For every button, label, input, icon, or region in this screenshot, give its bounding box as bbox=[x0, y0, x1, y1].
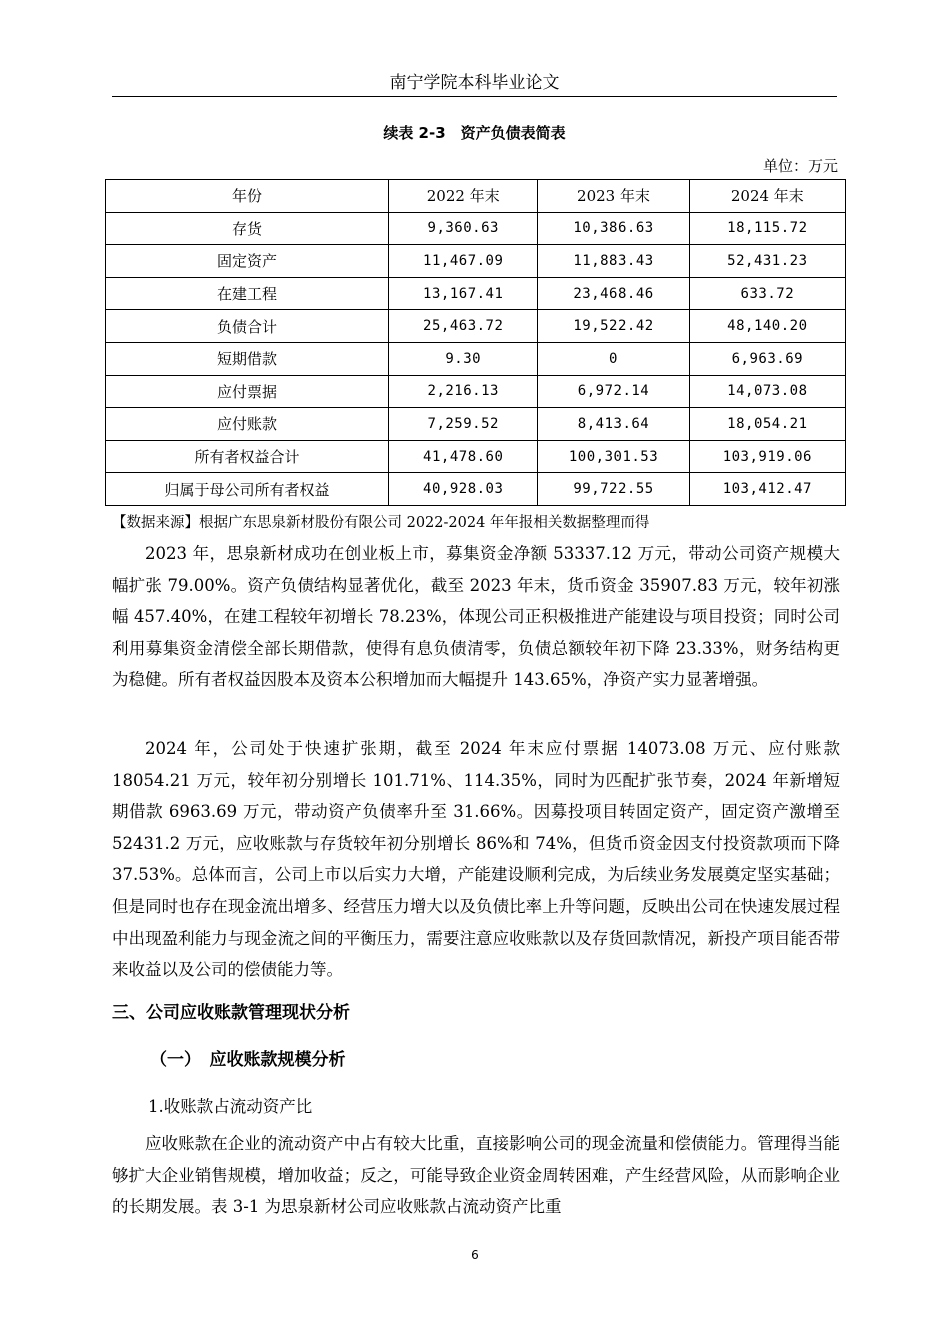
value-cell: 6,972.14 bbox=[538, 375, 689, 408]
row-label-cell: 归属于母公司所有者权益 bbox=[106, 473, 389, 506]
table-header-cell: 年份 bbox=[106, 180, 389, 213]
value-cell: 25,463.72 bbox=[389, 310, 538, 343]
value-cell: 23,468.46 bbox=[538, 277, 689, 310]
table-row bbox=[106, 310, 846, 343]
value-cell: 6,963.69 bbox=[689, 342, 845, 375]
row-label-cell: 负债合计 bbox=[106, 310, 389, 343]
balance-sheet-table bbox=[105, 179, 846, 506]
value-cell: 18,054.21 bbox=[689, 408, 845, 441]
table-header-cell: 2022 年末 bbox=[389, 180, 538, 213]
value-cell: 103,919.06 bbox=[689, 440, 845, 473]
value-cell: 14,073.08 bbox=[689, 375, 845, 408]
row-label-cell: 固定资产 bbox=[106, 245, 389, 278]
header-rule bbox=[112, 96, 837, 97]
value-cell: 9,360.63 bbox=[389, 212, 538, 245]
paragraph-text: 2024 年，公司处于快速扩张期，截至 2024 年末应付票据 14073.08 万元、应付账款 18054.21 万元，较年初分别增长 101.71%、114.35%，同时为匹配扩张节奏，2024 年新增短期借款 6963.69 万元，带动资产负债率升至 31.66%。因募投项目转固定资产，固定资产激增至 52431.2 万元，应收账款与存货较年初分别增长 86%和 74%，但货币资金因支付投资款项而下降 37.53%。总体而言，公司上市以后实力大增，产能建设顺利完成，为后续业务发展奠定坚实基础；但是同时也存在现金流出增多、经营压力增大以及负债比率上升等问题，反映出公司在快速发展过程中出现盈利能力与现金流之间的平衡压力，需要注意应收账款以及存货回款情况，新投产项目能否带来收益以及公司的偿债能力等。 bbox=[112, 739, 840, 980]
paragraph bbox=[112, 1128, 840, 1223]
row-label-cell: 所有者权益合计 bbox=[106, 440, 389, 473]
value-cell: 100,301.53 bbox=[538, 440, 689, 473]
row-label-cell: 存货 bbox=[106, 212, 389, 245]
value-cell: 99,722.55 bbox=[538, 473, 689, 506]
value-cell: 9.30 bbox=[389, 342, 538, 375]
page-header: 南宁学院本科毕业论文 bbox=[389, 73, 560, 93]
value-cell: 0 bbox=[538, 342, 689, 375]
value-cell: 48,140.20 bbox=[689, 310, 845, 343]
row-label-cell: 在建工程 bbox=[106, 277, 389, 310]
data-source-note: 【数据来源】根据广东思泉新材股份有限公司 2022-2024 年年报相关数据整理而得 bbox=[112, 515, 650, 531]
table-row bbox=[106, 212, 846, 245]
table-row bbox=[106, 440, 846, 473]
table-row bbox=[106, 473, 846, 506]
subsection-heading: （一） 应收账款规模分析 bbox=[150, 1050, 346, 1070]
value-cell: 19,522.42 bbox=[538, 310, 689, 343]
table-row bbox=[106, 408, 846, 441]
value-cell: 10,386.63 bbox=[538, 212, 689, 245]
item-heading: 1.收账款占流动资产比 bbox=[148, 1097, 313, 1116]
paragraph bbox=[112, 538, 840, 696]
table-row bbox=[106, 277, 846, 310]
section-heading: 三、公司应收账款管理现状分析 bbox=[112, 1003, 350, 1023]
value-cell: 7,259.52 bbox=[389, 408, 538, 441]
table-row bbox=[106, 375, 846, 408]
paragraph bbox=[112, 733, 840, 986]
row-label-cell: 短期借款 bbox=[106, 342, 389, 375]
value-cell: 633.72 bbox=[689, 277, 845, 310]
value-cell: 13,167.41 bbox=[389, 277, 538, 310]
value-cell: 40,928.03 bbox=[389, 473, 538, 506]
table-header-cell: 2024 年末 bbox=[689, 180, 845, 213]
value-cell: 2,216.13 bbox=[389, 375, 538, 408]
table-header-cell: 2023 年末 bbox=[538, 180, 689, 213]
table-title: 续表 2-3 资产负债表简表 bbox=[383, 124, 566, 142]
value-cell: 18,115.72 bbox=[689, 212, 845, 245]
row-label-cell: 应付票据 bbox=[106, 375, 389, 408]
row-label-cell: 应付账款 bbox=[106, 408, 389, 441]
paragraph-text: 2023 年，思泉新材成功在创业板上市，募集资金净额 53337.12 万元，带动公司资产规模大幅扩张 79.00%。资产负债结构显著优化，截至 2023 年末，货币资金 35907.83 万元，较年初涨幅 457.40%，在建工程较年初增长 78.23%，体现公司正积极推进产能建设与项目投资；同时公司利用募集资金清偿全部长期借款，使得有息负债清零，负债总额较年初下降 23.33%，财务结构更为稳健。所有者权益因股本及资本公积增加而大幅提升 143.65%，净资产实力显著增强。 bbox=[112, 544, 840, 690]
page-number: 6 bbox=[471, 1248, 479, 1262]
value-cell: 11,467.09 bbox=[389, 245, 538, 278]
paragraph-text: 应收账款在企业的流动资产中占有较大比重，直接影响公司的现金流量和偿债能力。管理得当能够扩大企业销售规模，增加收益；反之，可能导致企业资金周转困难，产生经营风险，从而影响企业的长期发展。表 3-1 为思泉新材公司应收账款占流动资产比重 bbox=[112, 1134, 840, 1217]
value-cell: 8,413.64 bbox=[538, 408, 689, 441]
table-unit: 单位：万元 bbox=[762, 157, 838, 175]
value-cell: 11,883.43 bbox=[538, 245, 689, 278]
table-header-row bbox=[106, 180, 846, 213]
value-cell: 103,412.47 bbox=[689, 473, 845, 506]
table-row bbox=[106, 342, 846, 375]
table-row bbox=[106, 245, 846, 278]
value-cell: 52,431.23 bbox=[689, 245, 845, 278]
value-cell: 41,478.60 bbox=[389, 440, 538, 473]
